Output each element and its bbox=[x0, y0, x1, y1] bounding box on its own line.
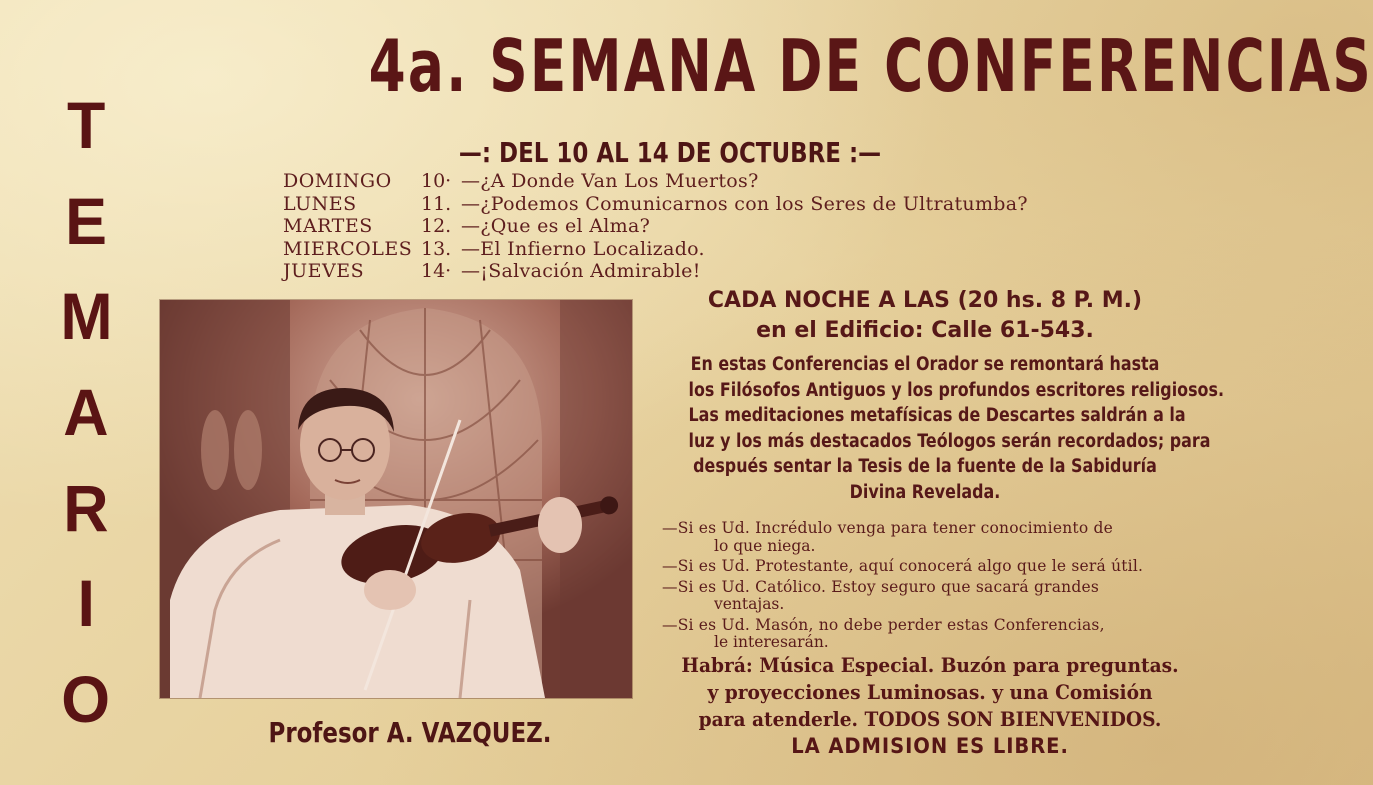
temario-letter: E bbox=[65, 183, 107, 258]
schedule-row bbox=[283, 193, 1103, 216]
schedule-topic: —¿A Donde Van Los Muertos? bbox=[461, 170, 759, 192]
audience-item bbox=[662, 520, 1202, 555]
schedule-day: MARTES bbox=[283, 215, 373, 237]
speaker-name: Profesor A. VAZQUEZ. bbox=[268, 716, 552, 749]
temario-letter: R bbox=[63, 470, 109, 545]
closing-line: Habrá: Música Especial. Buzón para preguntas. bbox=[681, 653, 1179, 677]
temario-letter: T bbox=[66, 88, 106, 162]
schedule-row bbox=[283, 170, 1103, 193]
description-line: luz y los más destacados Teólogos serán recordados; para bbox=[688, 430, 1211, 452]
speaker-photo bbox=[160, 300, 632, 698]
schedule-topic: —¡Salvación Admirable! bbox=[461, 260, 701, 282]
schedule-topic: —El Infierno Localizado. bbox=[461, 237, 705, 260]
closing-line: para atenderle. TODOS SON BIENVENIDOS. bbox=[698, 707, 1162, 731]
description-line: los Filósofos Antiguos y los profundos escritores religiosos. bbox=[688, 379, 1224, 401]
schedule-row bbox=[283, 238, 1103, 261]
audience-line-continuation: ventajas. bbox=[714, 595, 785, 613]
audience-item bbox=[662, 558, 1202, 576]
temario-letter: A bbox=[63, 374, 109, 449]
description-line: Divina Revelada. bbox=[849, 481, 1001, 503]
schedule-date: 12. bbox=[421, 215, 452, 237]
temario-letter: O bbox=[61, 661, 111, 736]
schedule-date: 11. bbox=[421, 192, 452, 215]
temario-letter: M bbox=[59, 279, 113, 354]
admission-notice: LA ADMISION ES LIBRE. bbox=[791, 734, 1069, 758]
audience-line: —Si es Ud. Masón, no debe perder estas Conferencias, bbox=[662, 615, 1105, 634]
audience-item bbox=[662, 579, 1202, 614]
schedule-topic: —¿Podemos Comunicarnos con los Seres de Ultratumba? bbox=[461, 192, 1028, 215]
audience-line-continuation: lo que niega. bbox=[714, 536, 816, 555]
schedule-day: LUNES bbox=[283, 192, 357, 215]
page-title: 4a. SEMANA DE CONFERENCIAS bbox=[368, 24, 1373, 108]
date-range: —: DEL 10 AL 14 DE OCTUBRE :— bbox=[458, 136, 882, 169]
schedule-day: MIERCOLES bbox=[283, 237, 413, 260]
audience-line: —Si es Ud. Católico. Estoy seguro que sacará grandes bbox=[662, 577, 1099, 596]
schedule-row bbox=[283, 260, 1103, 283]
audience-list bbox=[662, 520, 1202, 655]
violinist-illustration bbox=[160, 300, 632, 698]
schedule-date: 13. bbox=[421, 237, 452, 260]
audience-line: —Si es Ud. Protestante, aquí conocerá algo que le será útil. bbox=[662, 557, 1144, 575]
schedule-date: 14· bbox=[421, 260, 452, 282]
description-line: Las meditaciones metafísicas de Descartes saldrán a la bbox=[688, 405, 1186, 426]
closing-line: y proyecciones Luminosas. y una Comisión bbox=[707, 680, 1153, 704]
schedule-list bbox=[283, 170, 1103, 283]
description-line: después sentar la Tesis de la fuente de la Sabiduría bbox=[693, 456, 1157, 477]
event-description bbox=[688, 352, 1224, 505]
schedule-day: DOMINGO bbox=[283, 170, 392, 192]
audience-item bbox=[662, 617, 1202, 652]
temario-vertical-title bbox=[46, 88, 126, 736]
audience-line: —Si es Ud. Incrédulo venga para tener conocimiento de bbox=[662, 519, 1113, 537]
description-line: En estas Conferencias el Orador se remontará hasta bbox=[690, 354, 1160, 375]
schedule-day: JUEVES bbox=[283, 260, 365, 282]
schedule-topic: —¿Que es el Alma? bbox=[461, 215, 651, 237]
event-info bbox=[650, 286, 1224, 505]
event-time: CADA NOCHE A LAS (20 hs. 8 P. M.) bbox=[707, 288, 1143, 313]
schedule-date: 10· bbox=[421, 170, 452, 192]
schedule-row bbox=[283, 215, 1103, 238]
closing-notice bbox=[650, 652, 1210, 760]
temario-letter: I bbox=[77, 566, 95, 641]
audience-line-continuation: le interesarán. bbox=[714, 633, 829, 651]
event-venue: en el Edificio: Calle 61-543. bbox=[756, 318, 1094, 343]
